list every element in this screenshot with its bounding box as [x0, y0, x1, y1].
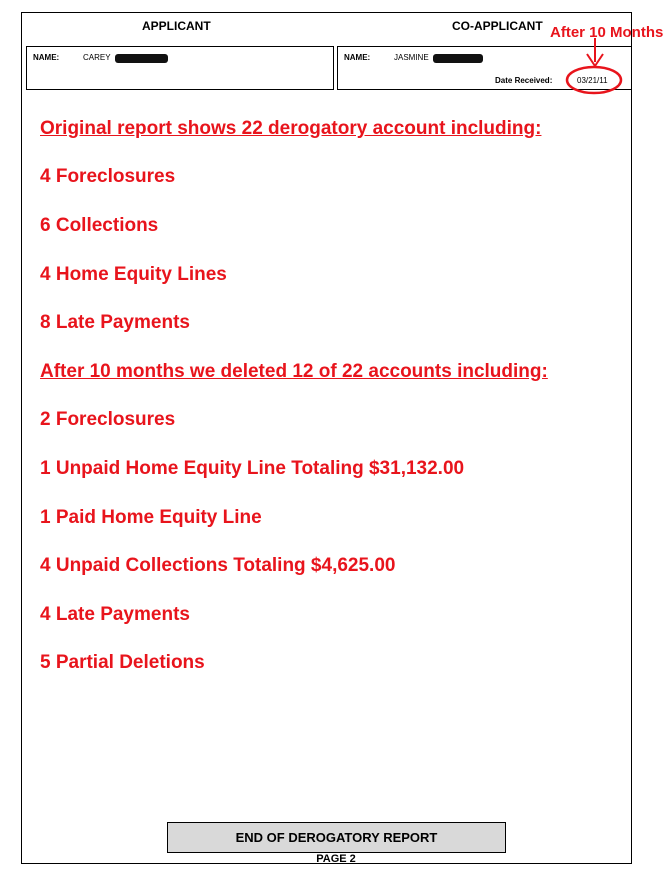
coapplicant-name: JASMINE — [394, 53, 429, 62]
report-line-partial-deletions: 5 Partial Deletions — [40, 652, 205, 673]
end-of-report-label: END OF DEROGATORY REPORT — [235, 830, 438, 845]
report-line-home-equity: 4 Home Equity Lines — [40, 264, 227, 285]
page-number: PAGE 2 — [316, 853, 356, 865]
coapplicant-header: CO-APPLICANT — [452, 19, 543, 33]
applicant-name: CAREY — [83, 53, 111, 62]
applicant-name-redaction — [115, 54, 168, 63]
report-line-deleted-foreclosures: 2 Foreclosures — [40, 409, 176, 430]
applicant-name-label: NAME: — [33, 53, 60, 62]
report-line-unpaid-collections: 4 Unpaid Collections Totaling $4,625.00 — [40, 555, 396, 576]
applicant-name-box — [26, 46, 334, 90]
report-line-collections: 6 Collections — [40, 215, 159, 236]
date-received-value: 03/21/11 — [577, 76, 608, 85]
report-line-unpaid-home-equity: 1 Unpaid Home Equity Line Totaling $31,132.00 — [40, 458, 465, 479]
date-received-label: Date Received: — [495, 76, 553, 85]
end-of-report-box — [167, 822, 506, 853]
coapplicant-name-label: NAME: — [344, 53, 371, 62]
report-heading-deleted: After 10 months we deleted 12 of 22 accounts including: — [40, 361, 548, 382]
applicant-header: APPLICANT — [142, 19, 211, 33]
report-line-paid-home-equity: 1 Paid Home Equity Line — [40, 507, 262, 528]
report-line-foreclosures: 4 Foreclosures — [40, 166, 176, 187]
coapplicant-name-box — [337, 46, 632, 90]
coapplicant-name-redaction — [433, 54, 483, 63]
report-line-deleted-late-payments: 4 Late Payments — [40, 604, 190, 625]
report-heading-original: Original report shows 22 derogatory account including: — [40, 118, 542, 139]
after-10-months-annotation: After 10 Months — [550, 24, 664, 41]
report-line-late-payments: 8 Late Payments — [40, 312, 190, 333]
